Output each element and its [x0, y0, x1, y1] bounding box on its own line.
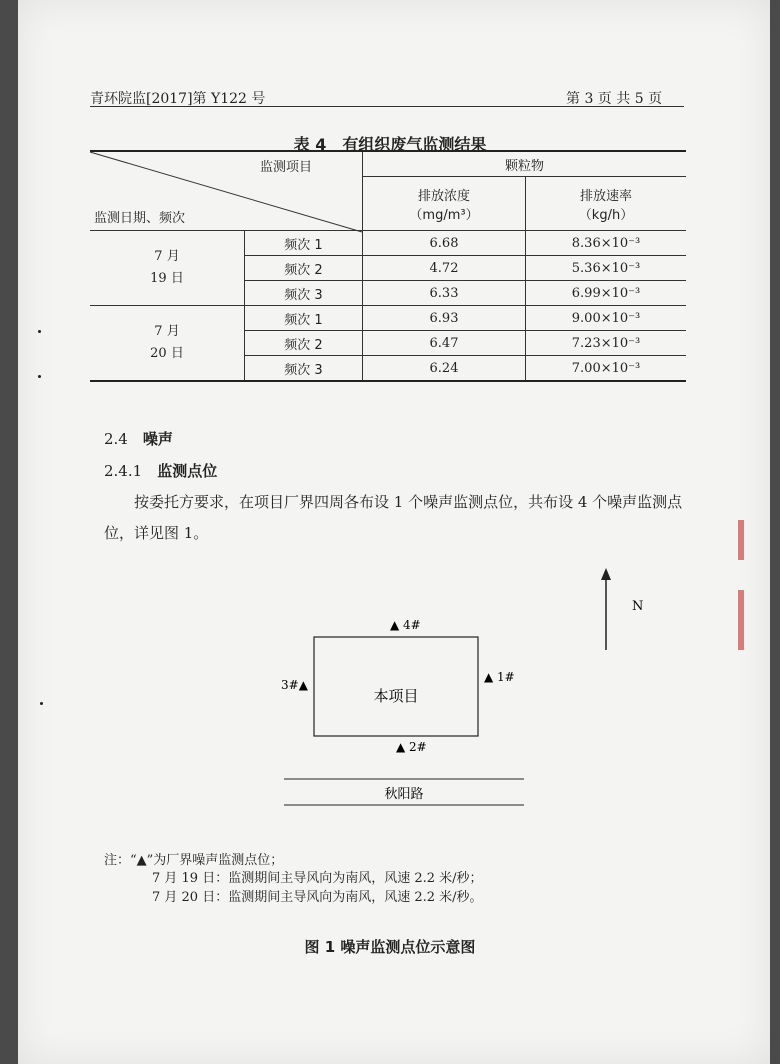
point-1-label: ▲ 1# [484, 670, 515, 684]
monitoring-diagram [270, 560, 644, 820]
seal-mark [738, 520, 744, 560]
section-number: 2.4 [104, 430, 128, 448]
conc-cell: 6.93 [363, 306, 526, 331]
north-arrowhead-icon [601, 568, 611, 580]
emission-table [90, 150, 686, 382]
col-rate-header [526, 177, 687, 231]
point-3-label: 3#▲ [281, 678, 308, 692]
rate-cell: 6.99×10⁻³ [526, 281, 687, 306]
point-4-label: ▲ 4# [390, 618, 421, 632]
road-label: 秋阳路 [384, 787, 424, 802]
subsection-number: 2.4.1 [104, 462, 143, 480]
table-corner-cell [90, 151, 363, 231]
section-heading [104, 428, 173, 449]
col-conc-unit: （mg/m³） [409, 207, 479, 223]
conc-cell: 4.72 [363, 256, 526, 281]
col-conc-header [363, 177, 526, 231]
date-month: 7 月 [154, 249, 180, 264]
rate-cell: 7.23×10⁻³ [526, 331, 687, 356]
freq-cell: 频次 1 [245, 306, 363, 331]
group-header: 颗粒物 [363, 151, 687, 177]
subsection-title: 监测点位 [157, 462, 218, 480]
subsection-heading [104, 460, 217, 481]
figure-caption: 图 1 噪声监测点位示意图 [304, 938, 476, 956]
rate-cell: 7.00×10⁻³ [526, 356, 687, 382]
conc-cell: 6.68 [363, 231, 526, 256]
conc-cell: 6.24 [363, 356, 526, 382]
section-title: 噪声 [142, 430, 173, 448]
rate-cell: 9.00×10⁻³ [526, 306, 687, 331]
date-cell [90, 231, 245, 306]
note-line-3: 7 月 20 日：监测期间主导风向为南风，风速 2.2 米/秒。 [152, 890, 483, 905]
corner-bottom-label: 监测日期、频次 [94, 211, 186, 226]
header-rule [90, 106, 684, 107]
conc-cell: 6.47 [363, 331, 526, 356]
freq-cell: 频次 3 [245, 281, 363, 306]
conc-cell: 6.33 [363, 281, 526, 306]
margin-dot [40, 702, 43, 705]
margin-dot [38, 330, 41, 333]
date-cell [90, 306, 245, 382]
col-conc-label: 排放浓度 [417, 188, 470, 204]
rate-cell: 5.36×10⁻³ [526, 256, 687, 281]
freq-cell: 频次 1 [245, 231, 363, 256]
page-indicator: 第 3 页 共 5 页 [566, 91, 663, 107]
point-2-label: ▲ 2# [396, 740, 427, 754]
note-line-2: 7 月 19 日：监测期间主导风向为南风，风速 2.2 米/秒； [152, 871, 483, 886]
corner-top-label: 监测项目 [259, 160, 312, 175]
freq-cell: 频次 2 [245, 331, 363, 356]
rate-cell: 8.36×10⁻³ [526, 231, 687, 256]
table-row [90, 306, 686, 331]
date-day: 20 日 [150, 346, 184, 361]
table-title: 表 4 有组织废气监测结果 [293, 135, 487, 154]
table-row [90, 231, 686, 256]
col-rate-unit: （kg/h） [578, 207, 634, 223]
margin-dot [38, 375, 41, 378]
project-label: 本项目 [373, 687, 419, 705]
document-number: 青环院监[2017]第 Y122 号 [90, 91, 266, 107]
date-day: 19 日 [150, 271, 184, 286]
date-month: 7 月 [154, 324, 180, 339]
north-label: N [632, 599, 644, 614]
body-paragraph: 按委托方要求，在项目厂界四周各布设 1 个噪声监测点位，共布设 4 个噪声监测点位，详见图 1。 [104, 493, 683, 542]
col-rate-label: 排放速率 [579, 188, 632, 204]
note-line-1: 注：“▲”为厂界噪声监测点位； [104, 853, 284, 868]
freq-cell: 频次 2 [245, 256, 363, 281]
freq-cell: 频次 3 [245, 356, 363, 382]
seal-mark [738, 590, 744, 650]
